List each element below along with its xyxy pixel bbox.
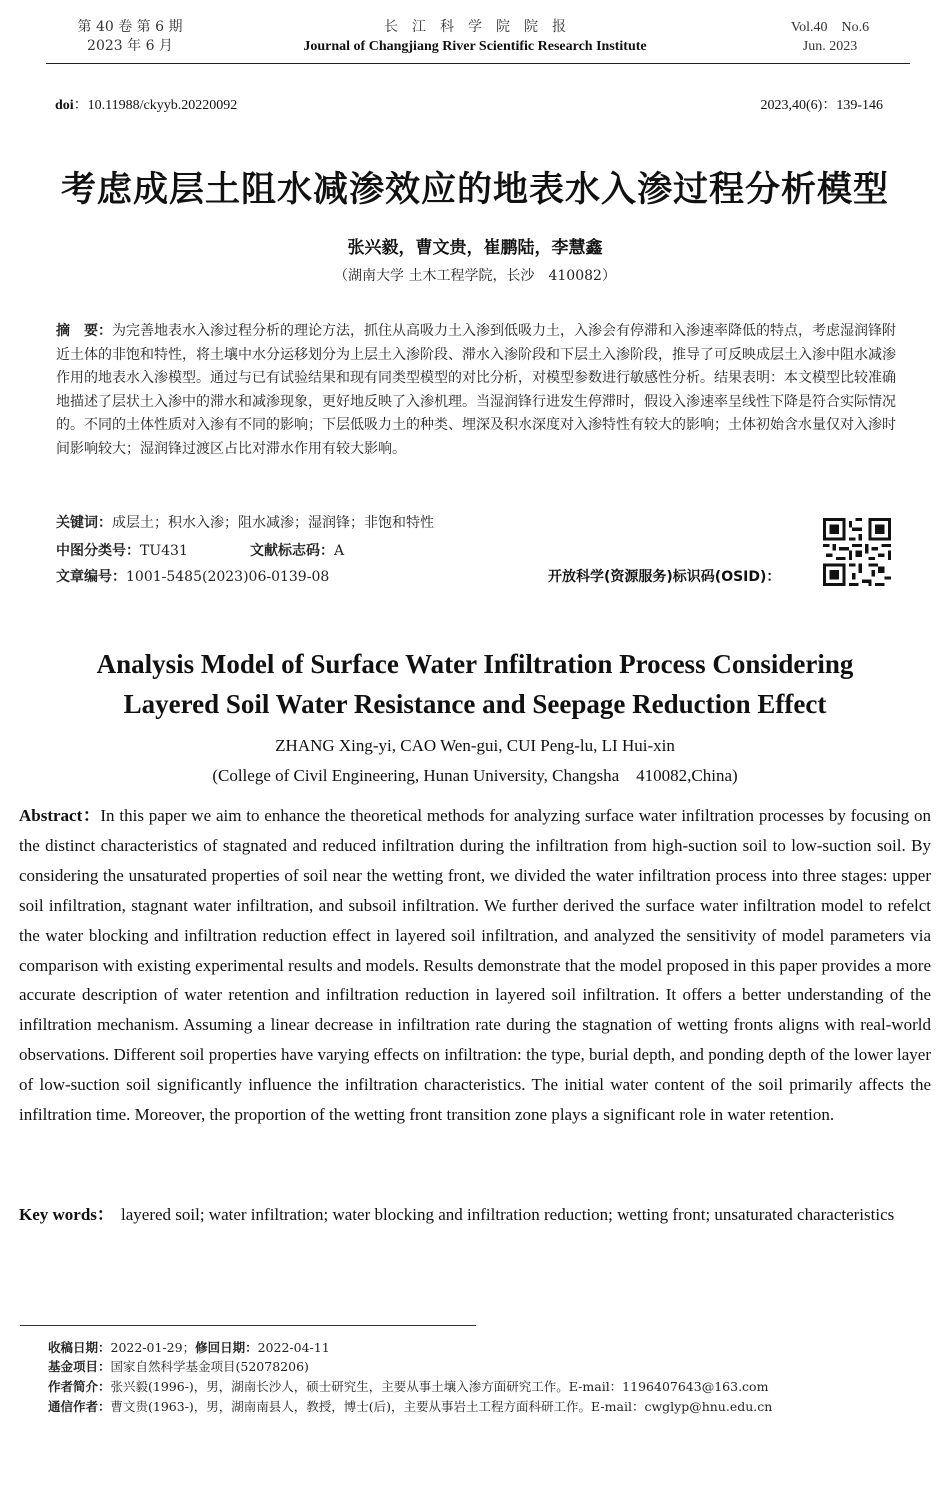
keywords-cn (56, 512, 434, 534)
abstract-cn-text: 为完善地表水入渗过程分析的理论方法，抓住从高吸力土入渗到低吸力土，入渗会有停滞和入渗速率降低的特点，考虑湿润锋附近土体的非饱和特性，将土壤中水分运移划分为上层土入渗阶段、滞水入渗阶段和下层土入渗阶段，推导了可反映成层土入渗中阻水减渗作用的地表水入渗模型。通过与已有试验结果和现有同类型模型的对比分析，对模型参数进行敏感性分析。结果表明：本文模型比较准确地描述了层状土入渗中的滞水和减渗现象，更好地反映了入渗机理。当湿润锋行进发生停滞时，假设入渗速率呈线性下降是符合实际情况的。不同的土体性质对入渗有不同的影响；下层低吸力土的种类、埋深及积水深度对入渗特性有较大的影响；土体初始含水量仅对入渗时间影响较大；湿润锋过渡区占比对滞水作用有较大影响。 (56, 323, 896, 457)
revised-value: 2022-04-11 (257, 1340, 330, 1355)
title-en (30, 644, 920, 724)
corresponding-author (48, 1397, 772, 1416)
header-journal (240, 18, 710, 56)
keywords-cn-label: 关键词： (56, 515, 112, 531)
header-date-en: Jun. 2023 (802, 39, 858, 54)
received-value: 2022-01-29； (110, 1340, 196, 1355)
revised-label: 修回日期： (195, 1340, 258, 1355)
header-volume (55, 18, 205, 56)
author-bio-label: 作者简介： (48, 1379, 111, 1394)
fund-project (48, 1357, 309, 1376)
header-rule (46, 63, 910, 64)
article-no-label: 文章编号： (56, 569, 126, 585)
authors-cn: 张兴毅，曹文贵，崔鹏陆，李慧鑫 (347, 238, 603, 258)
keywords-en-label: Key words： (19, 1205, 114, 1224)
journal-name-cn: 长 江 科 学 院 院 报 (384, 19, 566, 35)
author-bio (48, 1377, 768, 1396)
title-cn: 考虑成层土阻水减渗效应的地表水入渗过程分析模型 (60, 169, 889, 210)
affiliation-en: (College of Civil Engineering, Hunan University, Changsha 410082,China) (212, 766, 738, 785)
corresponding-value: 曹文贵(1963-)，男，湖南南县人，教授，博士(后)，主要从事岩土工程方面科研工作。E-mail：cwglyp@hnu.edu.cn (110, 1399, 773, 1414)
corresponding-label: 通信作者： (48, 1399, 111, 1414)
abstract-cn-label: 摘 要： (56, 323, 112, 339)
title-en-line-1: Analysis Model of Surface Water Infiltration Process Considering (96, 649, 854, 679)
header-date-cn: 2023 年 6 月 (87, 38, 173, 54)
citation: 2023,40(6)：139-146 (760, 98, 883, 113)
article-number (56, 566, 329, 588)
title-en-line-2: Layered Soil Water Resistance and Seepage Reduction Effect (123, 689, 827, 719)
received-date (48, 1338, 330, 1357)
document-code (250, 540, 344, 562)
clc-label: 中图分类号： (56, 543, 140, 559)
doi-label: doi (55, 98, 74, 113)
abstract-en (19, 801, 931, 1130)
doc-code-label: 文献标志码： (250, 543, 334, 559)
qr-code-icon (823, 518, 891, 586)
abstract-en-label: Abstract： (19, 806, 101, 825)
authors-en: ZHANG Xing-yi, CAO Wen-gui, CUI Peng-lu, LI Hui-xin (275, 736, 675, 755)
fund-label: 基金项目： (48, 1359, 111, 1374)
osid (548, 566, 780, 588)
abstract-cn (56, 320, 896, 462)
keywords-cn-text: 成层土；积水入渗；阻水减渗；湿润锋；非饱和特性 (112, 515, 434, 531)
doi (55, 94, 237, 114)
article-no-value: 1001-5485(2023)06-0139-08 (126, 569, 330, 585)
fund-value: 国家自然科学基金项目(52078206) (110, 1359, 309, 1374)
osid-label: 开放科学(资源服务)标识码(OSID)： (548, 569, 781, 585)
abstract-en-text: In this paper we aim to enhance the theoretical methods for analyzing surface water infiltration processes by focusing on the distinct characteristics of stagnated and reduced infiltration during the infiltration from high-suction soil to low-suction soil. By considering the unsaturated properties of soil near the wetting front, we divided the water infiltration process into three stages: upper soil infiltration, stagnant water infiltration, and subsoil infiltration. We further derived the surface water infiltration model to refelct the water blocking and infiltration reduction effect in layered soil infiltration, and analyzed the sensitivity of model parameters via comparison with existing experimental results and models. Results demonstrate that the model proposed in this paper provides a more accurate description of water retention and infiltration reduction in layered soil infiltration. It offers a better understanding of the infiltration mechanism. Assuming a linear decrease in infiltration rate during the stagnation of wetting fronts aligns with real-world observations. Different soil properties have varying effects on infiltration: the type, burial depth, and ponding depth of the lower layer of low-suction soil significantly influence the infiltration characteristics. The initial water content of the soil primarily affects the infiltration time. Moreover, the proportion of the wetting front transition zone plays a significant role in water retention. (19, 806, 931, 1125)
doc-code-value: A (334, 543, 345, 559)
header-volume-en (760, 18, 900, 56)
keywords-en-text: layered soil; water infiltration; water blocking and infiltration reduction; wetting front; unsaturated characteristics (121, 1205, 895, 1224)
journal-name-en: Journal of Changjiang River Scientific Research Institute (303, 39, 647, 54)
doi-value: ：10.11988/ckyyb.20220092 (73, 98, 238, 113)
header-volume-cn: 第 40 卷 第 6 期 (77, 19, 183, 35)
affiliation-cn: （湖南大学 土木工程学院，长沙 410082） (334, 268, 616, 284)
received-label: 收稿日期： (48, 1340, 111, 1355)
header-vol-en: Vol.40 No.6 (790, 20, 870, 35)
footnote-rule (20, 1325, 476, 1326)
clc-number (56, 540, 188, 562)
clc-value: TU431 (140, 543, 188, 559)
author-bio-value: 张兴毅(1996-)，男，湖南长沙人，硕士研究生，主要从事土壤入渗方面研究工作。E-mail：1196407643@163.com (110, 1379, 769, 1394)
